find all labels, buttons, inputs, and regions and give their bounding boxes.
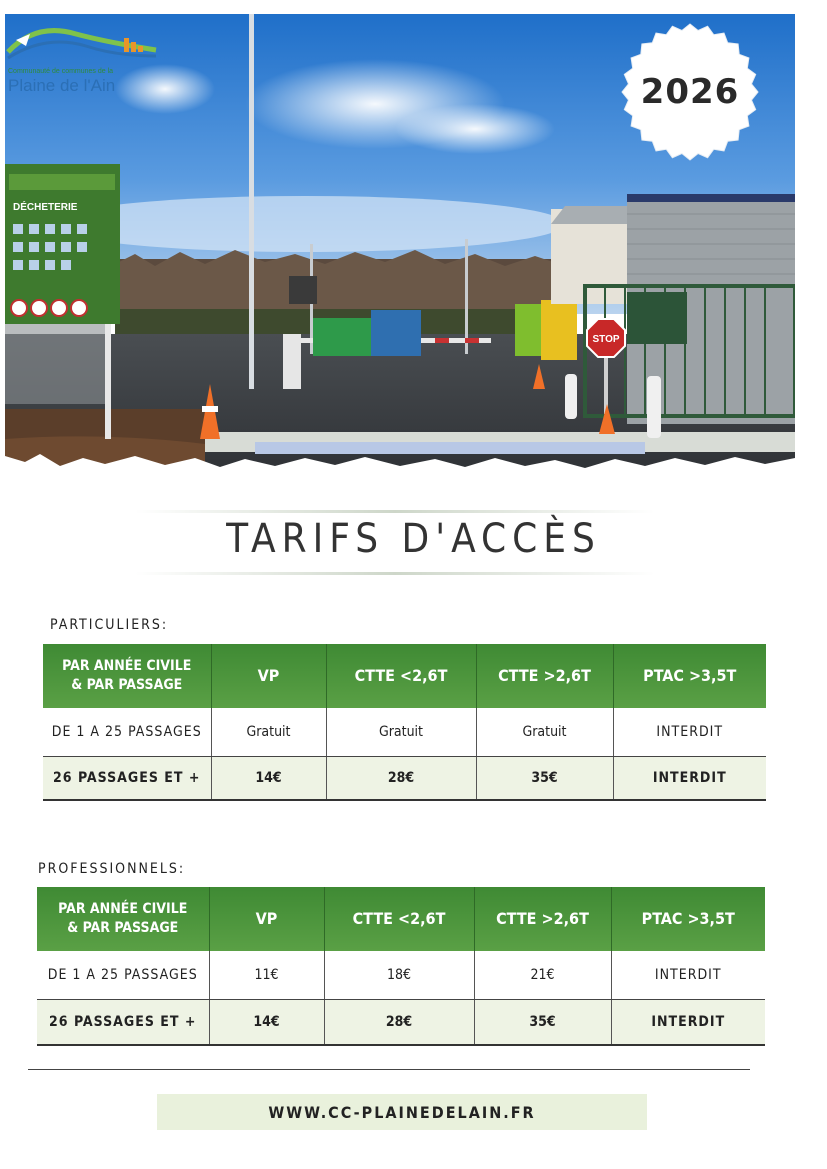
table-header-row	[37, 887, 765, 951]
column-header: CTTE <2,6T	[326, 644, 476, 708]
price-cell: Gratuit	[211, 708, 326, 756]
title-rule-bottom	[135, 572, 655, 575]
tarifs-table-particuliers	[43, 644, 766, 801]
column-header: CTTE >2,6T	[476, 644, 613, 708]
row-label: DE 1 A 25 PASSAGES	[37, 951, 209, 999]
column-header: CTTE >2,6T	[474, 887, 611, 951]
table-row	[43, 756, 766, 800]
column-header: VP	[209, 887, 324, 951]
price-cell: 28€	[326, 756, 476, 800]
table-row	[43, 708, 766, 756]
logo-subtitle: Communauté de communes de la	[8, 68, 114, 75]
logo-text	[8, 68, 115, 94]
photo-sign-text: DÉCHETERIE	[13, 202, 78, 213]
price-cell: Gratuit	[476, 708, 613, 756]
footer-banner	[157, 1094, 647, 1130]
website-url[interactable]: WWW.CC-PLAINEDELAIN.FR	[268, 1102, 536, 1122]
price-cell: 21€	[474, 951, 611, 999]
column-header: PTAC >3,5T	[613, 644, 766, 708]
column-header: PAR ANNÉE CIVILE & PAR PASSAGE	[37, 887, 209, 951]
price-cell: 11€	[209, 951, 324, 999]
price-cell: 35€	[474, 999, 611, 1045]
row-label: DE 1 A 25 PASSAGES	[43, 708, 211, 756]
footer-divider	[28, 1069, 750, 1070]
column-header: VP	[211, 644, 326, 708]
tarifs-table-professionnels	[37, 887, 765, 1046]
section-label-particuliers: PARTICULIERS:	[50, 617, 169, 633]
column-header: CTTE <2,6T	[324, 887, 474, 951]
price-cell: Gratuit	[326, 708, 476, 756]
table-header-row	[43, 644, 766, 708]
price-cell: INTERDIT	[611, 951, 765, 999]
price-cell: INTERDIT	[611, 999, 765, 1045]
table-row	[37, 951, 765, 999]
row-label: 26 PASSAGES ET +	[43, 756, 211, 800]
column-header: PAR ANNÉE CIVILE & PAR PASSAGE	[43, 644, 211, 708]
price-cell: 18€	[324, 951, 474, 999]
row-label: 26 PASSAGES ET +	[37, 999, 209, 1045]
page-title: TARIFS D'ACCÈS	[226, 516, 601, 562]
price-cell: INTERDIT	[613, 708, 766, 756]
price-cell: 28€	[324, 999, 474, 1045]
column-header: PTAC >3,5T	[611, 887, 765, 951]
price-cell: 35€	[476, 756, 613, 800]
price-cell: INTERDIT	[613, 756, 766, 800]
year-badge: 2026	[640, 72, 740, 112]
logo-name: Plaine de l'Ain	[8, 76, 116, 95]
title-rule-top	[135, 510, 655, 513]
price-cell: 14€	[211, 756, 326, 800]
table-row	[37, 999, 765, 1045]
price-cell: 14€	[209, 999, 324, 1045]
stop-sign-text: STOP	[592, 334, 620, 345]
section-label-professionnels: PROFESSIONNELS:	[38, 861, 186, 877]
